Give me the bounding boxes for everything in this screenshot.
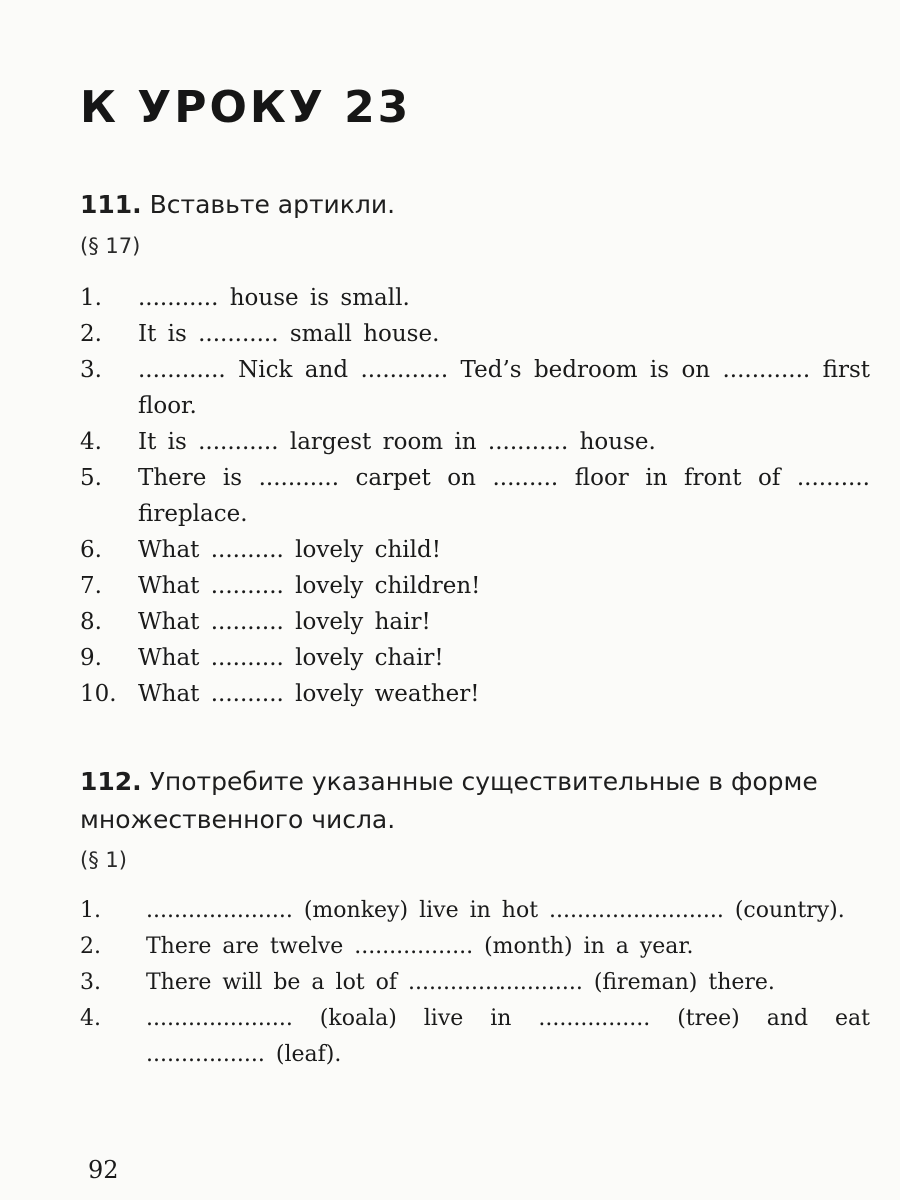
list-item: [80, 929, 870, 965]
exercise-111-heading: [80, 190, 395, 219]
item-number: 3.: [80, 970, 101, 995]
item-text: There is ........... carpet on ......... floor in front of .......... fireplace.: [138, 465, 870, 527]
list-item: [80, 424, 870, 460]
item-text: There are twelve ................. (month) in a year.: [146, 934, 694, 959]
list-item: [80, 1001, 870, 1073]
list-item: [80, 568, 870, 604]
exercise-112-list: [80, 893, 870, 1073]
list-item: [80, 604, 870, 640]
item-number: 5.: [80, 465, 102, 491]
item-text: What .......... lovely weather!: [138, 681, 480, 707]
list-item: [80, 316, 870, 352]
exercise-number: 112.: [80, 767, 142, 796]
list-item: [80, 893, 870, 929]
list-item: [80, 640, 870, 676]
item-number: 8.: [80, 609, 102, 635]
list-item: [80, 676, 870, 712]
item-number: 4.: [80, 1006, 101, 1031]
item-text: There will be a lot of ......................... (fireman) there.: [146, 970, 775, 995]
item-number: 4.: [80, 429, 102, 455]
item-text: It is ........... small house.: [138, 321, 440, 347]
item-text: ..................... (koala) live in ................ (tree) and eat ................. (leaf).: [146, 1006, 870, 1067]
item-number: 9.: [80, 645, 102, 671]
list-item: [80, 460, 870, 532]
item-text: ........... house is small.: [138, 285, 410, 311]
page-number: 92: [88, 1156, 119, 1184]
item-text: What .......... lovely child!: [138, 537, 441, 563]
list-item: [80, 280, 870, 316]
item-text: ............ Nick and ............ Ted’s bedroom is on ............ first floor.: [138, 357, 870, 419]
item-number: 1.: [80, 285, 102, 311]
list-item: [80, 532, 870, 568]
exercise-number: 111.: [80, 190, 142, 219]
lesson-title: К УРОКУ 23: [80, 82, 412, 133]
item-number: 2.: [80, 321, 102, 347]
exercise-instruction: Употребите указанные существительные в форме множественного числа.: [80, 767, 818, 834]
item-text: What .......... lovely chair!: [138, 645, 444, 671]
item-text: What .......... lovely children!: [138, 573, 481, 599]
exercise-112-heading: [80, 763, 870, 839]
item-text: ..................... (monkey) live in hot ......................... (country).: [146, 898, 845, 923]
item-text: What .......... lovely hair!: [138, 609, 431, 635]
item-number: 6.: [80, 537, 102, 563]
exercise-111-list: [80, 280, 870, 712]
exercise-instruction: Вставьте артикли.: [149, 190, 396, 219]
item-text: It is ........... largest room in ........... house.: [138, 429, 656, 455]
exercise-112-reference: (§ 1): [80, 848, 127, 872]
item-number: 7.: [80, 573, 102, 599]
exercise-111-reference: (§ 17): [80, 234, 141, 258]
item-number: 10.: [80, 681, 117, 707]
list-item: [80, 965, 870, 1001]
item-number: 3.: [80, 357, 102, 383]
list-item: [80, 352, 870, 424]
item-number: 2.: [80, 934, 101, 959]
item-number: 1.: [80, 898, 101, 923]
